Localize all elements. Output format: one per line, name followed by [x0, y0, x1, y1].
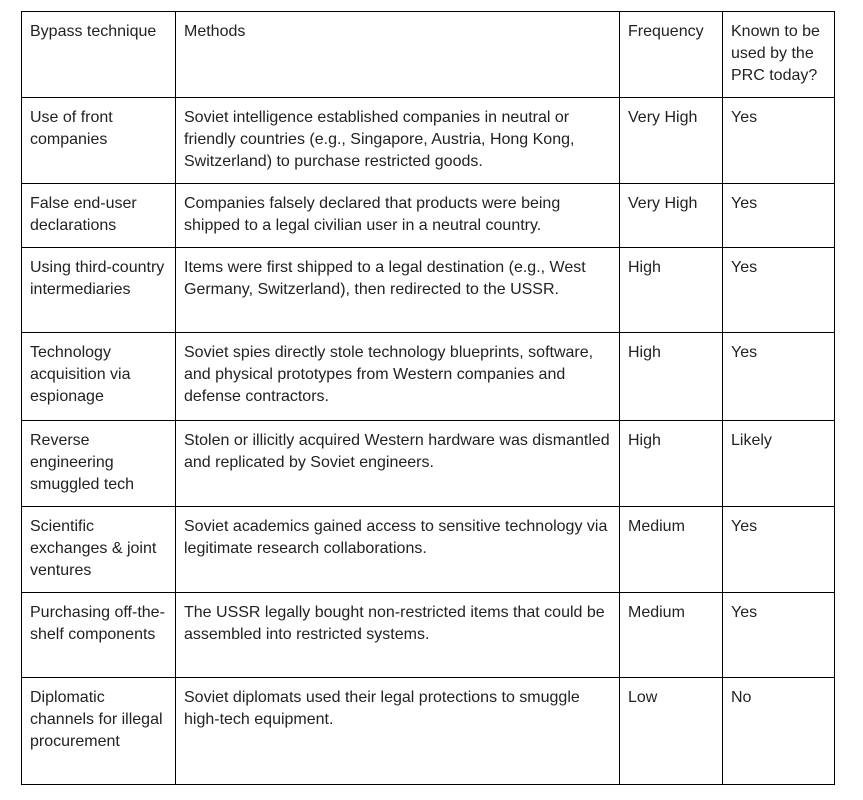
technique-text: Technology acquisition via espionage	[30, 344, 131, 405]
prc-cell	[723, 421, 835, 507]
prc-text: Yes	[731, 109, 758, 126]
prc-cell	[723, 678, 835, 785]
header-label: Methods	[184, 23, 246, 40]
prc-cell	[723, 184, 835, 248]
methods-text: Stolen or illicitly acquired Western hardware was dismantled and replicated by Soviet engineers.	[184, 432, 610, 471]
header-label: Frequency	[628, 23, 704, 40]
methods-text: Soviet academics gained access to sensitive technology via legitimate research collaborations.	[184, 518, 608, 557]
methods-cell	[176, 421, 620, 507]
technique-text: Purchasing off-the-shelf components	[30, 604, 165, 643]
methods-text: Soviet spies directly stole technology blueprints, software, and physical prototypes from Western companies and defense contractors.	[184, 344, 594, 405]
prc-text: Yes	[731, 259, 758, 276]
prc-text: Yes	[731, 344, 758, 361]
prc-text: Yes	[731, 604, 758, 621]
frequency-cell	[620, 421, 723, 507]
methods-cell	[176, 248, 620, 333]
methods-cell	[176, 507, 620, 593]
table-row	[22, 98, 835, 184]
technique-text: Diplomatic channels for illegal procurement	[30, 689, 163, 750]
prc-text: No	[731, 689, 752, 706]
frequency-text: Medium	[628, 518, 685, 535]
technique-text: Using third-country intermediaries	[30, 259, 165, 298]
methods-cell	[176, 678, 620, 785]
frequency-cell	[620, 593, 723, 678]
prc-text: Likely	[731, 432, 772, 449]
frequency-text: Very High	[628, 195, 698, 212]
prc-text: Yes	[731, 518, 758, 535]
table-row	[22, 678, 835, 785]
header-label: Bypass technique	[30, 23, 157, 40]
frequency-cell	[620, 678, 723, 785]
prc-cell	[723, 507, 835, 593]
header-cell-methods	[176, 12, 620, 98]
methods-cell	[176, 333, 620, 421]
prc-text: Yes	[731, 195, 758, 212]
bypass-techniques-table	[21, 11, 835, 785]
methods-cell	[176, 593, 620, 678]
frequency-text: High	[628, 432, 661, 449]
methods-text: Companies falsely declared that products were being shipped to a legal civilian user in a neutral country.	[184, 195, 561, 234]
technique-text: Reverse engineering smuggled tech	[30, 432, 135, 493]
technique-cell	[22, 593, 176, 678]
header-cell-prc	[723, 12, 835, 98]
frequency-text: Medium	[628, 604, 685, 621]
technique-text: Use of front companies	[30, 109, 113, 148]
technique-cell	[22, 248, 176, 333]
header-label: Known to be used by the PRC today?	[731, 23, 820, 84]
frequency-cell	[620, 184, 723, 248]
frequency-text: High	[628, 259, 661, 276]
frequency-text: Very High	[628, 109, 698, 126]
technique-cell	[22, 421, 176, 507]
frequency-cell	[620, 507, 723, 593]
technique-text: False end-user declarations	[30, 195, 137, 234]
header-cell-frequency	[620, 12, 723, 98]
prc-cell	[723, 98, 835, 184]
table-row	[22, 184, 835, 248]
technique-text: Scientific exchanges & joint ventures	[30, 518, 157, 579]
technique-cell	[22, 98, 176, 184]
prc-cell	[723, 248, 835, 333]
methods-text: Soviet intelligence established companies in neutral or friendly countries (e.g., Singapore, Austria, Hong Kong, Switzerland) to purchase restricted goods.	[184, 109, 575, 170]
table-row	[22, 593, 835, 678]
methods-cell	[176, 184, 620, 248]
table-row	[22, 333, 835, 421]
technique-cell	[22, 184, 176, 248]
prc-cell	[723, 333, 835, 421]
table-row	[22, 248, 835, 333]
technique-cell	[22, 678, 176, 785]
methods-text: Soviet diplomats used their legal protections to smuggle high-tech equipment.	[184, 689, 580, 728]
table-row	[22, 421, 835, 507]
frequency-cell	[620, 98, 723, 184]
header-cell-technique	[22, 12, 176, 98]
frequency-cell	[620, 248, 723, 333]
methods-text: The USSR legally bought non-restricted items that could be assembled into restricted systems.	[184, 604, 605, 643]
methods-cell	[176, 98, 620, 184]
methods-text: Items were first shipped to a legal destination (e.g., West Germany, Switzerland), then redirected to the USSR.	[184, 259, 586, 298]
technique-cell	[22, 507, 176, 593]
technique-cell	[22, 333, 176, 421]
table-header-row	[22, 12, 835, 98]
frequency-text: High	[628, 344, 661, 361]
table-row	[22, 507, 835, 593]
frequency-cell	[620, 333, 723, 421]
frequency-text: Low	[628, 689, 658, 706]
prc-cell	[723, 593, 835, 678]
